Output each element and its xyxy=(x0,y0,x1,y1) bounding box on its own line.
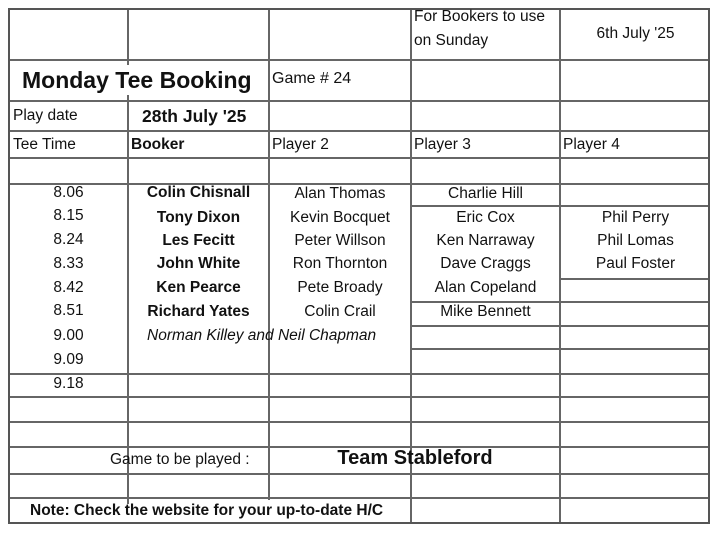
tee-time: 9.00 xyxy=(53,327,84,344)
column-header-player-2: Player 2 xyxy=(272,136,329,153)
bookers-note-line-2: on Sunday xyxy=(414,32,489,49)
column-header-booker: Booker xyxy=(131,136,185,153)
grid-line xyxy=(10,100,708,102)
player-2-name: Colin Crail xyxy=(304,303,376,320)
booker-name: Richard Yates xyxy=(147,303,250,320)
player-3-name: Dave Craggs xyxy=(440,255,531,272)
grid-line xyxy=(410,205,708,207)
grid-line xyxy=(10,396,708,398)
website-note: Note: Check the website for your up-to-date H/C xyxy=(30,502,384,519)
player-3-name: Charlie Hill xyxy=(448,185,523,202)
tee-time: 8.24 xyxy=(53,231,84,248)
grid-line xyxy=(410,325,708,327)
player-3-name: Mike Bennett xyxy=(440,303,531,320)
game-number: Game # 24 xyxy=(272,70,352,87)
game-type: Team Stableford xyxy=(337,447,493,469)
booker-name: Colin Chisnall xyxy=(146,184,251,201)
player-2-name: Alan Thomas xyxy=(294,185,386,202)
tee-time: 8.33 xyxy=(53,255,84,272)
player-4-name: Paul Foster xyxy=(595,255,676,272)
merged-players: Norman Killey and Neil Chapman xyxy=(147,327,377,344)
tee-time: 8.42 xyxy=(53,279,84,296)
player-2-name: Ron Thornton xyxy=(292,255,388,272)
booker-name: John White xyxy=(156,255,241,272)
player-3-name: Alan Copeland xyxy=(434,279,537,296)
grid-line xyxy=(10,157,708,159)
grid-line xyxy=(10,473,708,475)
tee-time: 8.51 xyxy=(53,302,84,319)
grid-line xyxy=(559,278,708,280)
booker-name: Les Fecitt xyxy=(162,232,235,249)
booker-name: Tony Dixon xyxy=(156,209,241,226)
grid-line xyxy=(10,130,708,132)
grid-line xyxy=(10,497,708,499)
player-2-name: Peter Willson xyxy=(294,232,386,249)
tee-booking-sheet xyxy=(8,8,710,524)
page-title: Monday Tee Booking xyxy=(22,67,252,93)
grid-line xyxy=(410,348,708,350)
play-date-label: Play date xyxy=(13,107,78,124)
game-to-be-played-label: Game to be played : xyxy=(110,451,250,468)
column-header-tee-time: Tee Time xyxy=(13,136,76,153)
grid-line xyxy=(10,421,708,423)
booking-date: 6th July '25 xyxy=(596,25,675,42)
column-header-player-3: Player 3 xyxy=(414,136,471,153)
player-2-name: Pete Broady xyxy=(297,279,383,296)
column-header-player-4: Player 4 xyxy=(563,136,620,153)
tee-time: 8.06 xyxy=(53,184,84,201)
player-2-name: Kevin Bocquet xyxy=(290,209,390,226)
player-3-name: Ken Narraway xyxy=(436,232,535,249)
tee-time: 9.18 xyxy=(53,375,84,392)
play-date: 28th July '25 xyxy=(142,106,247,126)
grid-line xyxy=(10,59,708,61)
booker-name: Ken Pearce xyxy=(156,279,241,296)
player-4-name: Phil Perry xyxy=(601,209,670,226)
tee-time: 8.15 xyxy=(53,207,84,224)
player-3-name: Eric Cox xyxy=(456,209,515,226)
tee-time: 9.09 xyxy=(53,351,84,368)
player-4-name: Phil Lomas xyxy=(597,232,674,249)
bookers-note-line-1: For Bookers to use xyxy=(414,8,545,25)
